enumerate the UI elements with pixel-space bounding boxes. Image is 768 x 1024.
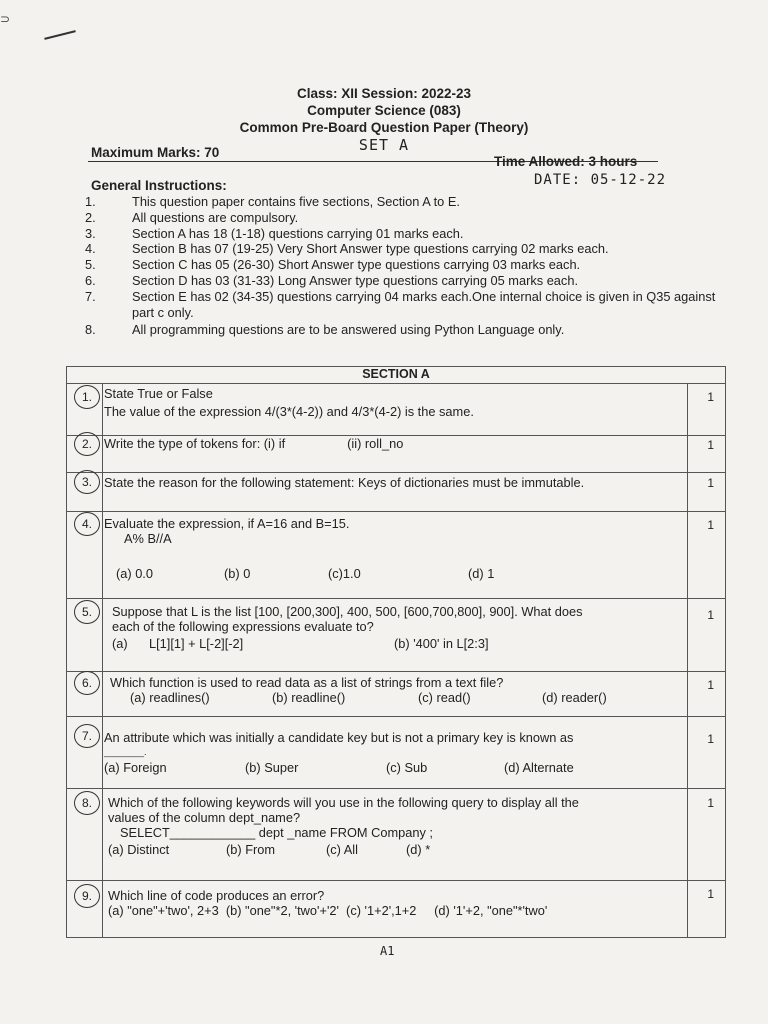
marks: 1	[707, 438, 714, 452]
marks: 1	[707, 678, 714, 692]
date-label: DATE: 05-12-22	[534, 172, 667, 188]
question-3: State the reason for the following statement: Keys of dictionaries must be immutable.	[104, 475, 585, 490]
question-number: 3.	[74, 470, 100, 494]
question-number: 7.	[74, 724, 100, 748]
instruction-item: 8. All programming questions are to be answered using Python Language only.	[85, 322, 565, 338]
marks: 1	[707, 518, 714, 532]
question-1: State True or False The value of the expression 4/(3*(4-2)) and 4/3*(4-2) is the same.	[104, 386, 474, 419]
instruction-item: 3. Section A has 18 (1-18) questions carrying 01 marks each.	[85, 225, 464, 241]
instruction-item: 5. Section C has 05 (26-30) Short Answer type questions carrying 03 marks each.	[85, 257, 581, 273]
instructions-title: General Instructions:	[91, 178, 227, 193]
instruction-item: 4. Section B has 07 (19-25) Very Short Answer type questions carrying 02 marks each.	[85, 241, 609, 257]
question-2: Write the type of tokens for: (i) if (ii) roll_no	[104, 436, 404, 451]
set-label: SET A	[358, 136, 410, 154]
page-footer: A1	[380, 944, 395, 958]
question-6: Which function is used to read data as a list of strings from a text file? (a) readlines() (b) readline() (c) read() (d) reader()	[110, 675, 607, 705]
subject: Computer Science (083)	[307, 103, 461, 118]
question-number: 2.	[74, 432, 100, 456]
marks: 1	[707, 796, 714, 810]
max-marks: Maximum Marks: 70	[91, 145, 220, 160]
marks: 1	[707, 390, 714, 404]
question-number: 6.	[74, 671, 100, 695]
question-number: 5.	[74, 600, 100, 624]
section-title: SECTION A	[362, 367, 430, 381]
marks: 1	[707, 732, 714, 746]
section-a-table	[66, 366, 726, 938]
time-allowed: Time Allowed: 3 hours	[494, 154, 638, 169]
pen-mark	[44, 30, 76, 40]
instruction-item: 6. Section D has 03 (31-33) Long Answer type questions carrying 05 marks each.	[85, 272, 578, 288]
instruction-item: 2. All questions are compulsory.	[85, 209, 299, 225]
instruction-item: 7. Section E has 02 (34-35) questions carrying 04 marks each.One internal choice is given in Q35 against part c only.	[85, 288, 716, 320]
class-session: Class: XII Session: 2022-23	[296, 86, 472, 101]
instruction-item: 1. This question paper contains five sections, Section A to E.	[85, 194, 460, 209]
marks: 1	[707, 608, 714, 622]
question-number: 4.	[74, 512, 100, 536]
question-4: Evaluate the expression, if A=16 and B=15. A% B//A (a) 0.0 (b) 0 (c)1.0 (d) 1	[104, 516, 495, 581]
question-7: An attribute which was initially a candidate key but is not a primary key is known as ________. (a) Foreign (b) Super (c) Sub (d) Alternate	[104, 730, 574, 775]
marks: 1	[707, 476, 714, 490]
question-9: Which line of code produces an error? (a) "one"+'two', 2+3 (b) "one"*2, 'two'+'2' (c) '1+2',1+2 (d) '1'+2, "one"*'two'	[108, 888, 548, 918]
question-number: 9.	[74, 884, 100, 908]
instructions-list	[85, 194, 725, 338]
marks: 1	[707, 887, 714, 901]
question-number: 8.	[74, 791, 100, 815]
question-8: Which of the following keywords will you use in the following query to display all the values of the column dept_name? SELECT____________ dept _name FROM Company ; (a) Distinct (b) From (c) All (d) *	[108, 795, 579, 857]
corner-mark: ⊃	[0, 12, 11, 26]
question-number: 1.	[74, 385, 100, 409]
question-5: Suppose that L is the list [100, [200,300], 400, 500, [600,700,800], 900]. What does each of the following expressions evaluate to? (a) L[1][1] + L[-2][-2] (b) '400' in L[2:3]	[112, 604, 583, 651]
paper-title: Common Pre-Board Question Paper (Theory)	[239, 120, 529, 135]
